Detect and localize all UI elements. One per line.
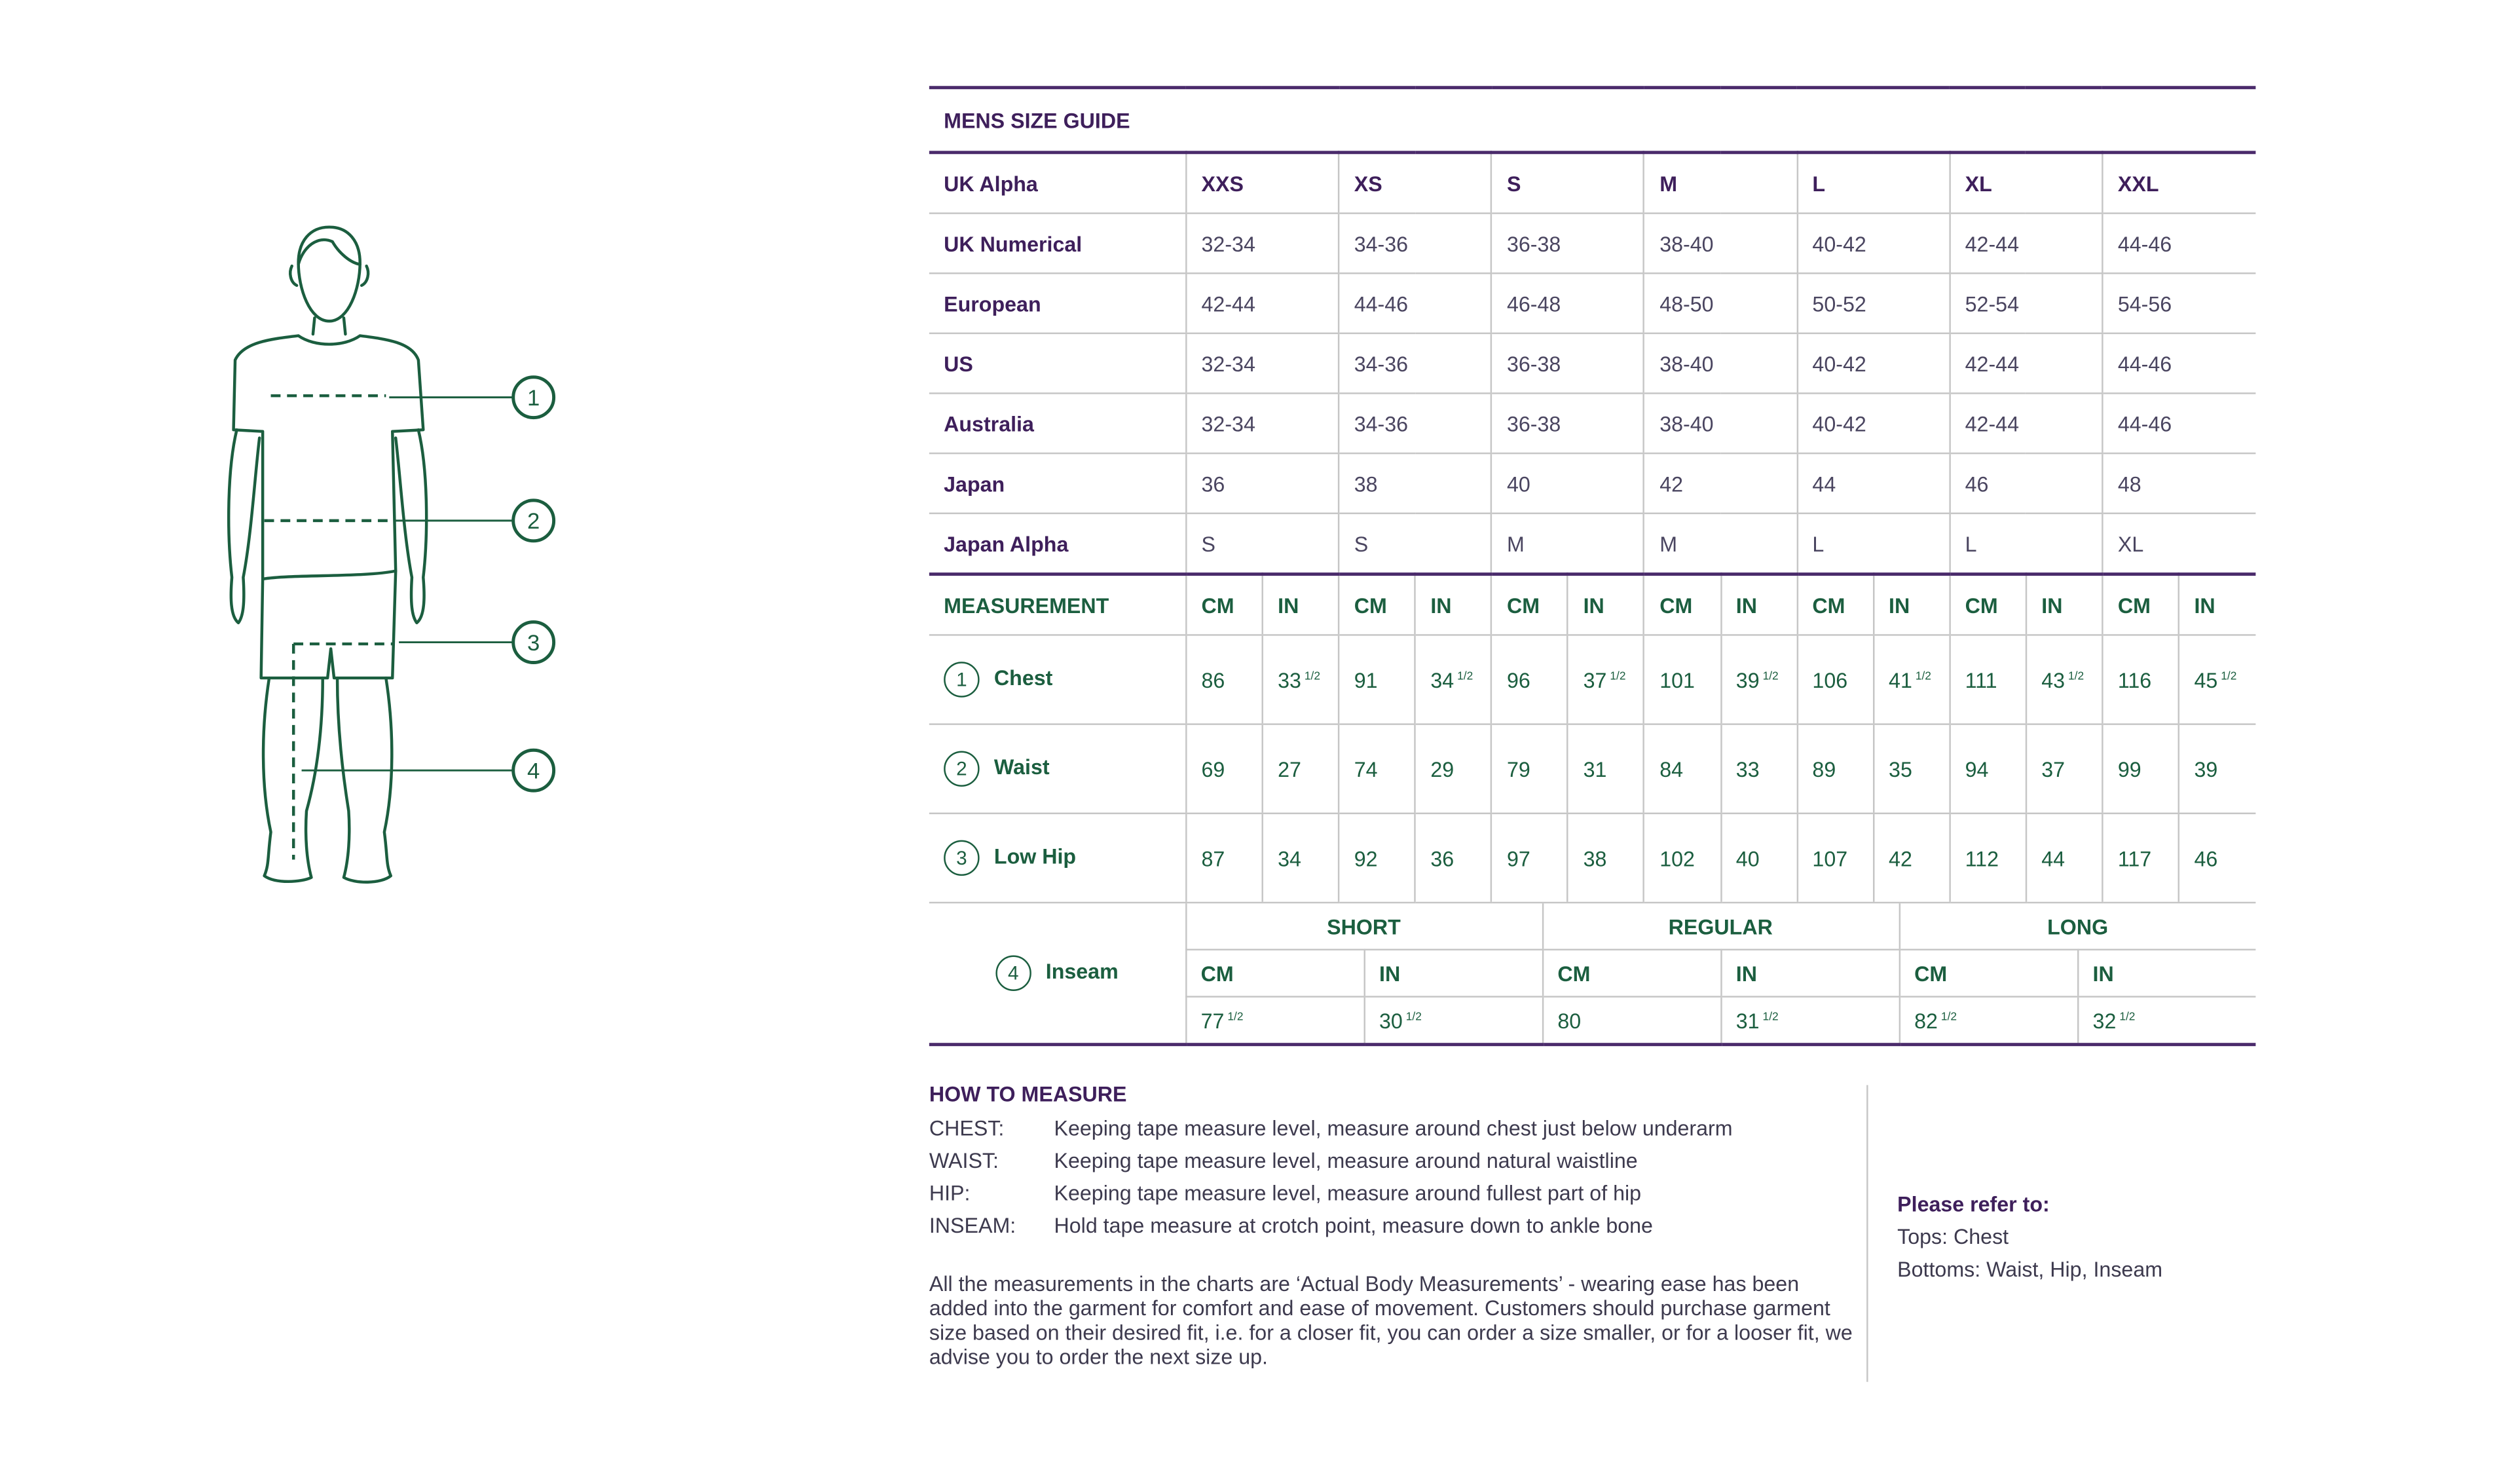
measurement-name: Chest xyxy=(993,665,1053,690)
how-to-text: Keeping tape measure level, measure around fullest part of hip xyxy=(1054,1180,1642,1205)
half-fraction: 1/2 xyxy=(1762,1011,1779,1023)
inch-cell: 39 xyxy=(2179,724,2255,814)
size-row xyxy=(929,333,2256,394)
inch-cell: 38 xyxy=(1568,814,1644,903)
inch-value: 43 xyxy=(2041,667,2066,692)
unit-in: IN xyxy=(2026,574,2103,635)
size-cell: XL xyxy=(1950,153,2102,214)
inseam-fit-row xyxy=(929,903,2256,950)
size-cell: M xyxy=(1644,514,1797,574)
size-cell: S xyxy=(1491,153,1644,214)
size-cell: 38-40 xyxy=(1644,393,1797,453)
inch-cell: 35 xyxy=(1874,724,1950,814)
unit-in: IN xyxy=(1720,574,1797,635)
size-cell: 34-36 xyxy=(1339,393,1491,453)
unit-cm: CM xyxy=(1185,950,1363,997)
refer-to xyxy=(1897,1189,2162,1286)
cm-cell: 111 xyxy=(1950,635,2026,724)
size-cell: XXL xyxy=(2102,153,2255,214)
measurement-row-label xyxy=(929,814,1186,903)
inseam-cm-cell xyxy=(1542,997,1720,1045)
inch-cell: 31 xyxy=(1568,724,1644,814)
unit-in: IN xyxy=(1720,950,1899,997)
cm-cell: 86 xyxy=(1186,635,1263,724)
inch-cell xyxy=(1874,635,1950,724)
cm-cell: 74 xyxy=(1339,724,1415,814)
size-cell: 40 xyxy=(1491,453,1644,514)
half-fraction: 1/2 xyxy=(1304,670,1321,683)
size-cell: 38-40 xyxy=(1644,214,1797,274)
row-label: UK Numerical xyxy=(929,214,1186,274)
how-to-line xyxy=(929,1178,1853,1210)
size-row xyxy=(929,453,2256,514)
inch-cell: 36 xyxy=(1415,814,1492,903)
size-cell: 32-34 xyxy=(1186,333,1339,394)
size-cell: 54-56 xyxy=(2102,273,2255,333)
figure-shorts xyxy=(261,571,396,678)
size-cell: 34-36 xyxy=(1339,333,1491,394)
measurement-name: Low Hip xyxy=(993,844,1077,869)
inseam-in-cell xyxy=(1363,997,1542,1045)
half-fraction: 1/2 xyxy=(1610,670,1626,683)
size-cell: 44 xyxy=(1797,453,1950,514)
unit-cm: CM xyxy=(1950,574,2026,635)
size-cell: L xyxy=(1950,514,2102,574)
how-to-line xyxy=(929,1210,1853,1243)
row-label: Australia xyxy=(929,393,1186,453)
cm-cell: 107 xyxy=(1797,814,1874,903)
how-to-text: Keeping tape measure level, measure around chest just below underarm xyxy=(1054,1115,1733,1140)
inch-cell xyxy=(1568,635,1644,724)
measurement-name: Waist xyxy=(993,755,1050,779)
measurement-row xyxy=(929,814,2256,903)
section-divider xyxy=(1866,1085,1868,1382)
inseam-cm-value: 77 xyxy=(1200,1007,1225,1033)
inch-cell: 29 xyxy=(1415,724,1492,814)
unit-cm: CM xyxy=(1797,574,1874,635)
unit-cm: CM xyxy=(2102,574,2179,635)
inch-value: 45 xyxy=(2194,667,2218,692)
refer-bottoms: Bottoms: Waist, Hip, Inseam xyxy=(1897,1257,2163,1282)
size-cell: 36 xyxy=(1186,453,1339,514)
half-fraction: 1/2 xyxy=(1762,670,1779,683)
row-label: UK Alpha xyxy=(929,153,1186,214)
measurement-label: MEASUREMENT xyxy=(929,574,1186,635)
size-cell: 42-44 xyxy=(1950,333,2102,394)
unit-in: IN xyxy=(2179,574,2255,635)
inch-cell xyxy=(1263,635,1339,724)
size-cell: XL xyxy=(2102,514,2255,574)
size-cell: 38-40 xyxy=(1644,333,1797,394)
half-fraction: 1/2 xyxy=(2119,1011,2136,1023)
inseam-in-value: 30 xyxy=(1379,1007,1403,1033)
number-badge: 4 xyxy=(995,955,1031,990)
inseam-cm-value: 82 xyxy=(1914,1007,1938,1033)
marker-3-label: 3 xyxy=(527,630,540,656)
unit-in: IN xyxy=(1263,574,1339,635)
row-label: Japan Alpha xyxy=(929,514,1186,574)
cm-cell: 84 xyxy=(1644,724,1721,814)
measurement-row xyxy=(929,635,2256,724)
unit-in: IN xyxy=(1415,574,1492,635)
cm-cell: 69 xyxy=(1186,724,1263,814)
size-cell: 44-46 xyxy=(2102,214,2255,274)
cm-cell: 94 xyxy=(1950,724,2026,814)
size-cell: 50-52 xyxy=(1797,273,1950,333)
how-to-line xyxy=(929,1145,1853,1178)
cm-cell: 117 xyxy=(2102,814,2179,903)
inseam-table xyxy=(929,903,2256,1046)
unit-cm: CM xyxy=(1899,950,2077,997)
unit-in: IN xyxy=(1568,574,1644,635)
inseam-name: Inseam xyxy=(1045,959,1119,984)
cm-cell: 106 xyxy=(1797,635,1874,724)
inseam-in-value: 31 xyxy=(1735,1007,1760,1033)
inch-value: 37 xyxy=(1583,667,1607,692)
size-cell: 40-42 xyxy=(1797,214,1950,274)
inch-cell xyxy=(1415,635,1492,724)
figure-shirt xyxy=(234,336,424,579)
fit-heading: SHORT xyxy=(1185,903,1542,950)
unit-cm: CM xyxy=(1186,574,1263,635)
size-cell: 46-48 xyxy=(1491,273,1644,333)
size-cell: 46 xyxy=(1950,453,2102,514)
cm-cell: 79 xyxy=(1491,724,1568,814)
cm-cell: 116 xyxy=(2102,635,2179,724)
inch-cell xyxy=(2179,635,2255,724)
inch-value: 33 xyxy=(1278,667,1301,692)
inch-cell xyxy=(2026,635,2103,724)
measurement-row-label xyxy=(929,635,1186,724)
row-label: Japan xyxy=(929,453,1186,514)
size-cell: S xyxy=(1186,514,1339,574)
marker-2-label: 2 xyxy=(527,509,540,534)
fit-heading: LONG xyxy=(1899,903,2256,950)
inch-cell: 44 xyxy=(2026,814,2103,903)
refer-tops: Tops: Chest xyxy=(1897,1224,2009,1249)
size-guide xyxy=(929,86,2256,1046)
size-row xyxy=(929,153,2256,214)
inch-cell xyxy=(1720,635,1797,724)
half-fraction: 1/2 xyxy=(1405,1011,1422,1023)
unit-cm: CM xyxy=(1542,950,1720,997)
size-cell: 42 xyxy=(1644,453,1797,514)
half-fraction: 1/2 xyxy=(1227,1011,1244,1023)
cm-cell: 97 xyxy=(1491,814,1568,903)
cm-cell: 99 xyxy=(2102,724,2179,814)
figure-left-arm xyxy=(229,430,259,623)
size-cell: 36-38 xyxy=(1491,333,1644,394)
inch-cell: 33 xyxy=(1720,724,1797,814)
size-row xyxy=(929,214,2256,274)
size-cell: 36-38 xyxy=(1491,214,1644,274)
unit-in: IN xyxy=(2077,950,2255,997)
figure-right-arm xyxy=(396,430,426,623)
size-row xyxy=(929,514,2256,574)
how-to-measure-title: HOW TO MEASURE xyxy=(929,1081,1127,1106)
size-cell: S xyxy=(1339,514,1491,574)
size-cell: 44-46 xyxy=(2102,333,2255,394)
how-to-key: WAIST: xyxy=(929,1148,999,1173)
half-fraction: 1/2 xyxy=(1915,670,1931,683)
figure-right-leg xyxy=(337,678,392,882)
size-cell: 44-46 xyxy=(2102,393,2255,453)
how-to-key: INSEAM: xyxy=(929,1213,1016,1238)
size-cell: 36-38 xyxy=(1491,393,1644,453)
body-measurement-figure xyxy=(203,211,592,900)
inch-cell: 42 xyxy=(1874,814,1950,903)
how-to-key: CHEST: xyxy=(929,1115,1005,1140)
inch-value: 34 xyxy=(1430,667,1455,692)
cm-cell: 102 xyxy=(1644,814,1721,903)
number-badge: 2 xyxy=(944,751,979,786)
inch-cell: 46 xyxy=(2179,814,2255,903)
inch-cell: 37 xyxy=(2026,724,2103,814)
unit-cm: CM xyxy=(1339,574,1415,635)
size-cell: 48-50 xyxy=(1644,273,1797,333)
inch-cell: 34 xyxy=(1263,814,1339,903)
half-fraction: 1/2 xyxy=(2068,670,2085,683)
cm-cell: 89 xyxy=(1797,724,1874,814)
how-to-text: Keeping tape measure level, measure around natural waistline xyxy=(1054,1148,1638,1173)
cm-cell: 87 xyxy=(1186,814,1263,903)
unit-cm: CM xyxy=(1644,574,1721,635)
inseam-in-cell xyxy=(1720,997,1899,1045)
inseam-row-label xyxy=(929,903,1185,1044)
size-cell: 42-44 xyxy=(1186,273,1339,333)
refer-title: Please refer to: xyxy=(1897,1192,2050,1217)
inseam-in-cell xyxy=(2077,997,2255,1045)
row-label: US xyxy=(929,333,1186,394)
cm-cell: 112 xyxy=(1950,814,2026,903)
size-cell: L xyxy=(1797,153,1950,214)
size-table xyxy=(929,86,2256,903)
half-fraction: 1/2 xyxy=(2221,670,2237,683)
measurement-header-row xyxy=(929,574,2256,635)
marker-4-label: 4 xyxy=(527,758,540,784)
size-cell: M xyxy=(1491,514,1644,574)
cm-cell: 91 xyxy=(1339,635,1415,724)
inch-value: 41 xyxy=(1889,667,1912,692)
cm-cell: 92 xyxy=(1339,814,1415,903)
inseam-cm-cell xyxy=(1185,997,1363,1045)
how-to-text: Hold tape measure at crotch point, measure down to ankle bone xyxy=(1054,1213,1653,1238)
inseam-cm-cell xyxy=(1899,997,2077,1045)
size-cell: L xyxy=(1797,514,1950,574)
measurement-row xyxy=(929,724,2256,814)
inch-cell: 40 xyxy=(1720,814,1797,903)
figure-hair xyxy=(299,240,360,264)
cm-cell: 101 xyxy=(1644,635,1721,724)
unit-in: IN xyxy=(1363,950,1542,997)
size-cell: XXS xyxy=(1186,153,1339,214)
unit-in: IN xyxy=(1874,574,1950,635)
size-cell: 42-44 xyxy=(1950,393,2102,453)
inseam-in-value: 32 xyxy=(2092,1007,2117,1033)
size-guide-title: MENS SIZE GUIDE xyxy=(929,88,2256,153)
inseam-cm-value: 80 xyxy=(1557,1007,1582,1033)
size-cell: 32-34 xyxy=(1186,393,1339,453)
size-cell: M xyxy=(1644,153,1797,214)
unit-cm: CM xyxy=(1491,574,1568,635)
number-badge: 3 xyxy=(944,840,979,876)
size-cell: 40-42 xyxy=(1797,393,1950,453)
number-badge: 1 xyxy=(944,662,979,697)
row-label: European xyxy=(929,273,1186,333)
half-fraction: 1/2 xyxy=(1940,1011,1957,1023)
how-to-measure xyxy=(929,1082,1853,1369)
size-cell: 42-44 xyxy=(1950,214,2102,274)
size-cell: XS xyxy=(1339,153,1491,214)
how-to-key: HIP: xyxy=(929,1180,971,1205)
size-cell: 38 xyxy=(1339,453,1491,514)
how-to-line xyxy=(929,1113,1853,1146)
measurement-note: All the measurements in the charts are ‘Actual Body Measurements’ - wearing ease has been added into the garment for comfort and ease of movement. Customers should purchase garment size based on their desired fit, i.e. for a closer fit, you can order a size smaller, or for a looser fit, we advise you to order the next size up. xyxy=(929,1271,1853,1369)
cm-cell: 96 xyxy=(1491,635,1568,724)
measurement-row-label xyxy=(929,724,1186,814)
fit-heading: REGULAR xyxy=(1542,903,1899,950)
inch-value: 39 xyxy=(1735,667,1760,692)
inch-cell: 27 xyxy=(1263,724,1339,814)
size-cell: 48 xyxy=(2102,453,2255,514)
size-cell: 32-34 xyxy=(1186,214,1339,274)
size-row xyxy=(929,273,2256,333)
half-fraction: 1/2 xyxy=(1457,670,1473,683)
size-cell: 40-42 xyxy=(1797,333,1950,394)
marker-1-label: 1 xyxy=(527,386,540,411)
size-row xyxy=(929,393,2256,453)
size-cell: 44-46 xyxy=(1339,273,1491,333)
size-cell: 34-36 xyxy=(1339,214,1491,274)
size-cell: 52-54 xyxy=(1950,273,2102,333)
